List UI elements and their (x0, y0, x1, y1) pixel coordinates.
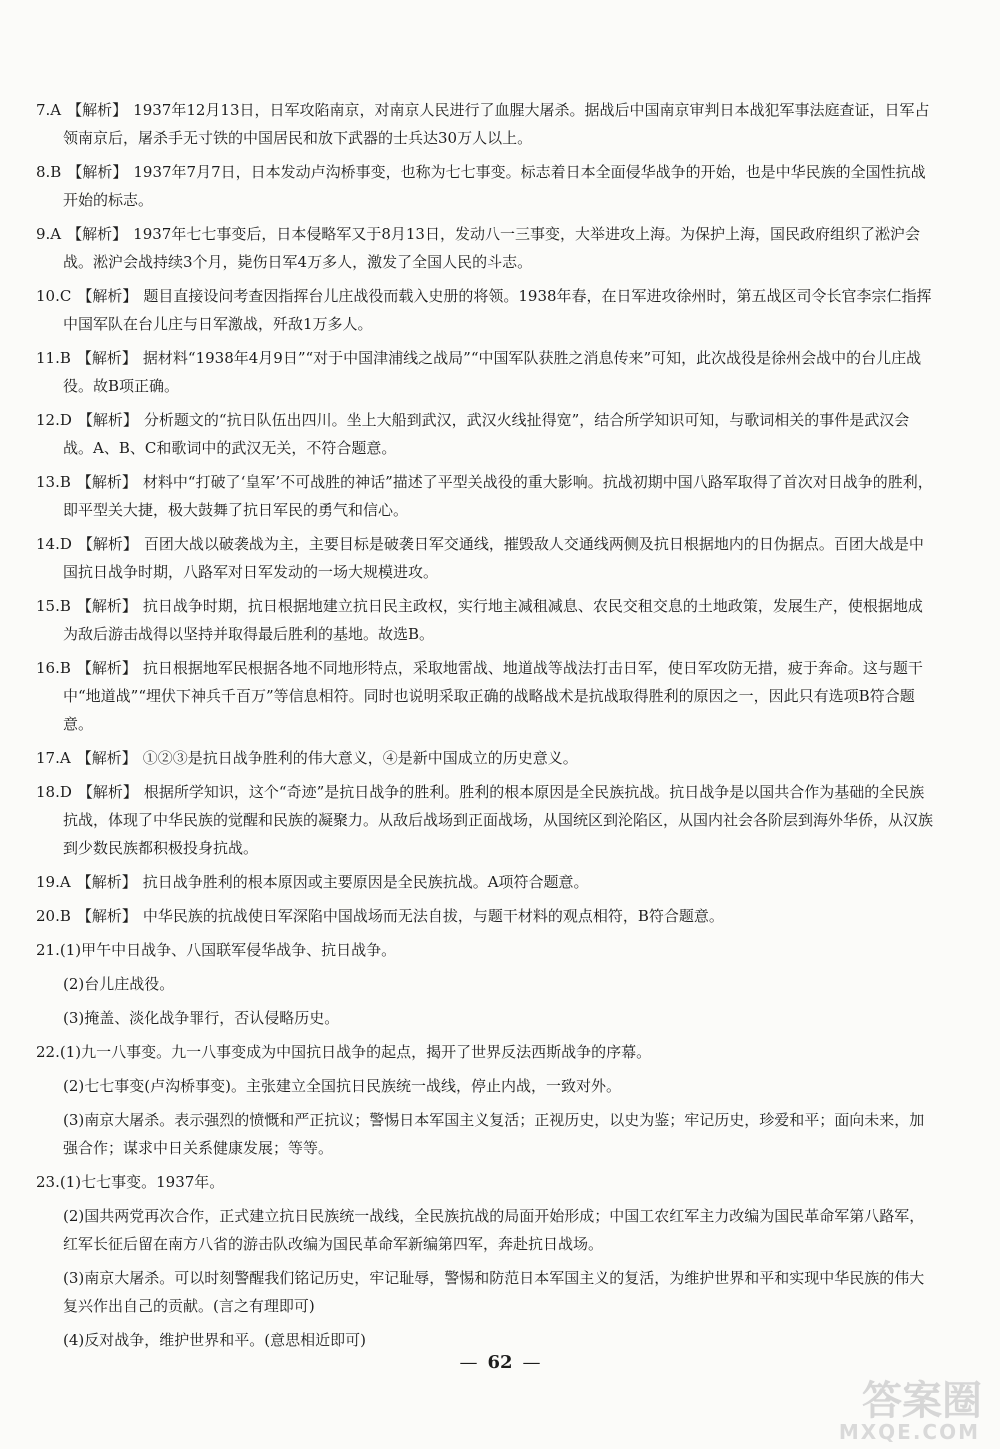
analysis-entry (36, 406, 936, 462)
watermark-text: MXQE.COM (838, 1420, 980, 1444)
analysis-entry (36, 530, 936, 586)
entry-answer: 17.A (36, 749, 71, 767)
entry-text: 分析题文的“抗日队伍出四川。坐上大船到武汉，武汉火线扯得宽”，结合所学知识可知，与歌词相关的事件是武汉会战。A、B、C和歌词中的武汉无关，不符合题意。 (63, 411, 910, 457)
q21-item-2: (2)台儿庄战役。 (63, 975, 175, 993)
entry-tag: 【解析】 (67, 163, 128, 181)
footer-dash-right: — (522, 1352, 541, 1373)
answer-content (36, 96, 936, 1360)
entry-text: 抗日战争时期，抗日根据地建立抗日民主政权，实行地主减租减息、农民交租交息的土地政策，发展生产，使根据地成为敌后游击战得以坚持并取得最后胜利的基地。故选B。 (63, 597, 923, 643)
analysis-entry (36, 654, 936, 738)
q21-item-1: 21.(1)甲午中日战争、八国联军侵华战争、抗日战争。 (36, 941, 397, 959)
q22-item-2: (2)七七事变(卢沟桥事变)。主张建立全国抗日民族统一战线，停止内战，一致对外。 (63, 1077, 621, 1095)
entry-text: 抗日战争胜利的根本原因或主要原因是全民族抗战。A项符合题意。 (142, 873, 589, 891)
analysis-entry (36, 158, 936, 214)
q23-item-4: (4)反对战争，维护世界和平。(意思相近即可) (63, 1331, 366, 1349)
watermark-logo-text: 答案圈 (862, 1378, 982, 1424)
analysis-entry (36, 902, 936, 930)
entry-text: 1937年七七事变后，日本侵略军又于8月13日，发动八一三事变，大举进攻上海。为保护上海，国民政府组织了淞沪会战。淞沪会战持续3个月，毙伤日军4万多人，激发了全国人民的斗志。 (63, 225, 920, 271)
entry-answer: 19.A (36, 873, 71, 891)
q23-item-2: (2)国共两党再次合作，正式建立抗日民族统一战线，全民族抗战的局面开始形成；中国工农红军主力改编为国民革命军第八路军，红军长征后留在南方八省的游击队改编为国民革命军新编第四军，奔赴抗日战场。 (63, 1207, 925, 1253)
q21-item-3: (3)掩盖、淡化战争罪行，否认侵略历史。 (63, 1009, 340, 1027)
entry-tag: 【解析】 (76, 907, 137, 925)
analysis-entry (36, 96, 936, 152)
entry-text: 材料中“打破了‘皇军’不可战胜的神话”描述了平型关战役的重大影响。抗战初期中国八路军取得了首次对日战争的胜利，即平型关大捷，极大鼓舞了抗日军民的勇气和信心。 (63, 473, 933, 519)
entry-tag: 【解析】 (77, 783, 138, 801)
entry-answer: 14.D (36, 535, 72, 553)
entry-text: 1937年7月7日，日本发动卢沟桥事变，也称为七七事变。标志着日本全面侵华战争的开始，也是中华民族的全国性抗战开始的标志。 (63, 163, 926, 209)
entry-answer: 11.B (36, 349, 71, 367)
entry-tag: 【解析】 (76, 349, 137, 367)
q22-item-3: (3)南京大屠杀。表示强烈的愤慨和严正抗议；警惕日本军国主义复活；正视历史，以史为鉴；牢记历史，珍爱和平；面向未来，加强合作；谋求中日关系健康发展；等等。 (63, 1111, 925, 1157)
entry-answer: 12.D (36, 411, 72, 429)
entry-text: 中华民族的抗战使日军深陷中国战场而无法自拔，与题干材料的观点相符，B符合题意。 (142, 907, 724, 925)
entry-answer: 9.A (36, 225, 62, 243)
analysis-entry (36, 778, 936, 862)
entry-tag: 【解析】 (76, 473, 137, 491)
entry-text: 据材料“1938年4月9日”“对于中国津浦线之战局”“中国军队获胜之消息传来”可知，此次战役是徐州会战中的台儿庄战役。故B项正确。 (63, 349, 922, 395)
entry-text: 抗日根据地军民根据各地不同地形特点，采取地雷战、地道战等战法打击日军，使日军攻防无措，疲于奔命。这与题干中“地道战”“埋伏下神兵千百万”等信息相符。同时也说明采取正确的战略战术是抗战取得胜利的原因之一，因此只有选项B符合题意。 (63, 659, 923, 733)
question-22 (36, 1038, 936, 1162)
question-23 (36, 1168, 936, 1354)
page-number: 62 (487, 1352, 513, 1373)
entry-answer: 18.D (36, 783, 72, 801)
q22-item-1: 22.(1)九一八事变。九一八事变成为中国抗日战争的起点，揭开了世界反法西斯战争的序幕。 (36, 1043, 652, 1061)
analysis-entry (36, 868, 936, 896)
entry-answer: 8.B (36, 163, 62, 181)
entry-answer: 20.B (36, 907, 71, 925)
entry-text: 1937年12月13日，日军攻陷南京，对南京人民进行了血腥大屠杀。据战后中国南京审判日本战犯军事法庭查证，日军占领南京后，屠杀手无寸铁的中国居民和放下武器的士兵达30万人以上。 (63, 101, 930, 147)
entry-tag: 【解析】 (77, 287, 138, 305)
analysis-entry (36, 344, 936, 400)
entry-tag: 【解析】 (77, 411, 138, 429)
analysis-entry (36, 744, 936, 772)
entry-answer: 10.C (36, 287, 72, 305)
entry-text: 百团大战以破袭战为主，主要目标是破袭日军交通线，摧毁敌人交通线两侧及抗日根据地内的日伪据点。百团大战是中国抗日战争时期，八路军对日军发动的一场大规模进攻。 (63, 535, 924, 581)
entry-tag: 【解析】 (67, 225, 128, 243)
analysis-entry (36, 468, 936, 524)
entry-answer: 7.A (36, 101, 62, 119)
entry-tag: 【解析】 (76, 749, 137, 767)
entry-answer: 15.B (36, 597, 71, 615)
question-21 (36, 936, 936, 1032)
entry-tag: 【解析】 (76, 873, 137, 891)
entry-tag: 【解析】 (77, 535, 138, 553)
entry-text: ①②③是抗日战争胜利的伟大意义，④是新中国成立的历史意义。 (142, 749, 578, 767)
entry-answer: 13.B (36, 473, 71, 491)
entry-tag: 【解析】 (67, 101, 128, 119)
q23-item-3: (3)南京大屠杀。可以时刻警醒我们铭记历史，牢记耻辱，警惕和防范日本军国主义的复活，为维护世界和平和实现中华民族的伟大复兴作出自己的贡献。(言之有理即可) (63, 1269, 925, 1315)
entry-answer: 16.B (36, 659, 71, 677)
entry-tag: 【解析】 (76, 597, 137, 615)
q23-item-1: 23.(1)七七事变。1937年。 (36, 1173, 225, 1191)
entry-text: 题目直接设问考查因指挥台儿庄战役而载入史册的将领。1938年春，在日军进攻徐州时，第五战区司令长官李宗仁指挥中国军队在台儿庄与日军激战，歼敌1万多人。 (63, 287, 932, 333)
footer-dash-left: — (459, 1352, 478, 1373)
entry-text: 根据所学知识，这个“奇迹”是抗日战争的胜利。胜利的根本原因是全民族抗战。抗日战争是以国共合作为基础的全民族抗战，体现了中华民族的觉醒和民族的凝聚力。从敌后战场到正面战场，从国统区到沦陷区，从国内社会各阶层到海外华侨，从汉族到少数民族都积极投身抗战。 (63, 783, 934, 857)
analysis-entry (36, 282, 936, 338)
analysis-entry (36, 220, 936, 276)
analysis-entries (36, 96, 936, 930)
analysis-entry (36, 592, 936, 648)
entry-tag: 【解析】 (76, 659, 137, 677)
